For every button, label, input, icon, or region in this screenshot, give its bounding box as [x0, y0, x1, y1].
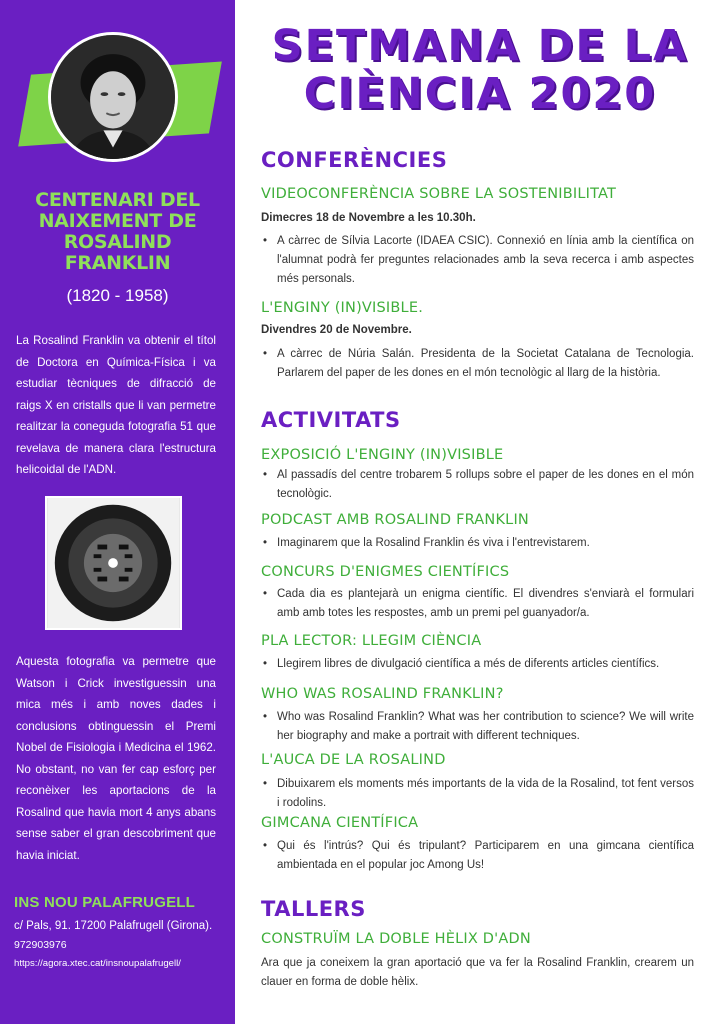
- conference-title: VIDEOCONFERÈNCIA SOBRE LA SOSTENIBILITAT: [261, 186, 617, 202]
- activity-title: PODCAST AMB ROSALIND FRANKLIN: [261, 512, 529, 528]
- activity-description: • Cada dia es plantejarà un enigma científic. El divendres s'enviarà el formulari amb amb totes les respostes, amb un premi pel guanyador/a.: [261, 585, 694, 623]
- school-phone: 972903976: [14, 939, 67, 951]
- activity-description: • Imaginarem que la Rosalind Franklin és viva i l'entrevistarem.: [261, 534, 694, 553]
- conferences-heading: CONFERÈNCIES: [261, 148, 448, 172]
- activity-title: GIMCANA CIENTÍFICA: [261, 815, 419, 831]
- workshop-title: CONSTRUÏM LA DOBLE HÈLIX D'ADN: [261, 931, 531, 947]
- sidebar-title: CENTENARI DEL NAIXEMENT DE ROSALIND FRANKLIN: [35, 189, 200, 274]
- sidebar: [0, 0, 235, 1024]
- conference-description: • A càrrec de Núria Salán. Presidenta de la Societat Catalana de Tecnologia. Parlarem del paper de les dones en el món tecnològic al llarg de la història.: [261, 345, 694, 383]
- activity-description: • Al passadís del centre trobarem 5 rollups sobre el paper de les dones en el món tecnològic.: [261, 466, 694, 504]
- rosalind-portrait: [48, 32, 178, 162]
- workshops-heading: TALLERS: [261, 897, 366, 921]
- activity-title: L'AUCA DE LA ROSALIND: [261, 752, 446, 768]
- school-name: INS NOU PALAFRUGELL: [14, 894, 196, 911]
- activity-title: CONCURS D'ENIGMES CIENTÍFICS: [261, 564, 510, 580]
- activity-description: • Who was Rosalind Franklin? What was her contribution to science? We will write her biography and make a portrait with different techniques.: [261, 708, 694, 746]
- conference-date: Dimecres 18 de Novembre a les 10.30h.: [261, 212, 476, 224]
- school-url-link[interactable]: https://agora.xtec.cat/insnoupalafrugell/: [14, 958, 181, 969]
- activity-description: • Qui és l'intrús? Qui és tripulant? Participarem en una gimcana científica ambientada en el popular joc Among Us!: [261, 837, 694, 875]
- activity-title: WHO WAS ROSALIND FRANKLIN?: [261, 686, 504, 702]
- school-address: c/ Pals, 91. 17200 Palafrugell (Girona).: [14, 920, 213, 932]
- activities-heading: ACTIVITATS: [261, 408, 401, 432]
- conference-date: Divendres 20 de Novembre.: [261, 324, 412, 336]
- sidebar-photo-text: Aquesta fotografia va permetre que Watson i Crick investiguessin una mica més i amb noves dades i conclusions obtinguessin el Premi Nobel de Fisiologia i Medicina el 1962. No obstant, no van fer cap esforç per reconèixer les aportacions de la Rosalind que havia mort 4 anys abans sense saber el gran descobriment que havia iniciat.: [16, 655, 216, 862]
- conference-title: L'ENGINY (IN)VISIBLE.: [261, 300, 424, 316]
- sidebar-intro-text: La Rosalind Franklin va obtenir el títol de Doctora en Química-Física i va estudiar tècniques de difracció de raigs X en cristalls que li van permetre realitzar la coneguda fotografia 51 que revelava de manera clara l'estructura helicoidal de l'ADN.: [16, 334, 216, 476]
- sidebar-years: (1820 - 1958): [66, 286, 169, 305]
- activity-title: PLA LECTOR: LLEGIM CIÈNCIA: [261, 633, 482, 649]
- activity-description: • Dibuixarem els moments més importants de la vida de la Rosalind, tot fent versos i rodolins.: [261, 775, 694, 813]
- conference-description: • A càrrec de Sílvia Lacorte (IDAEA CSIC). Connexió en línia amb la científica on l'alumnat podrà fer preguntes relacionades amb la seva recerca i amb aspectes més personals.: [261, 232, 694, 289]
- workshop-description: Ara que ja coneixem la gran aportació que va fer la Rosalind Franklin, crearem un clauer en forma de doble hèlix.: [261, 957, 694, 988]
- page-title: SETMANA DE LA CIÈNCIA 2020: [271, 21, 689, 119]
- photo-51-image: [45, 496, 182, 630]
- activity-title: EXPOSICIÓ L'ENGINY (IN)VISIBLE: [261, 447, 504, 463]
- activity-description: • Llegirem libres de divulgació científica a més de diferents articles científics.: [261, 655, 694, 674]
